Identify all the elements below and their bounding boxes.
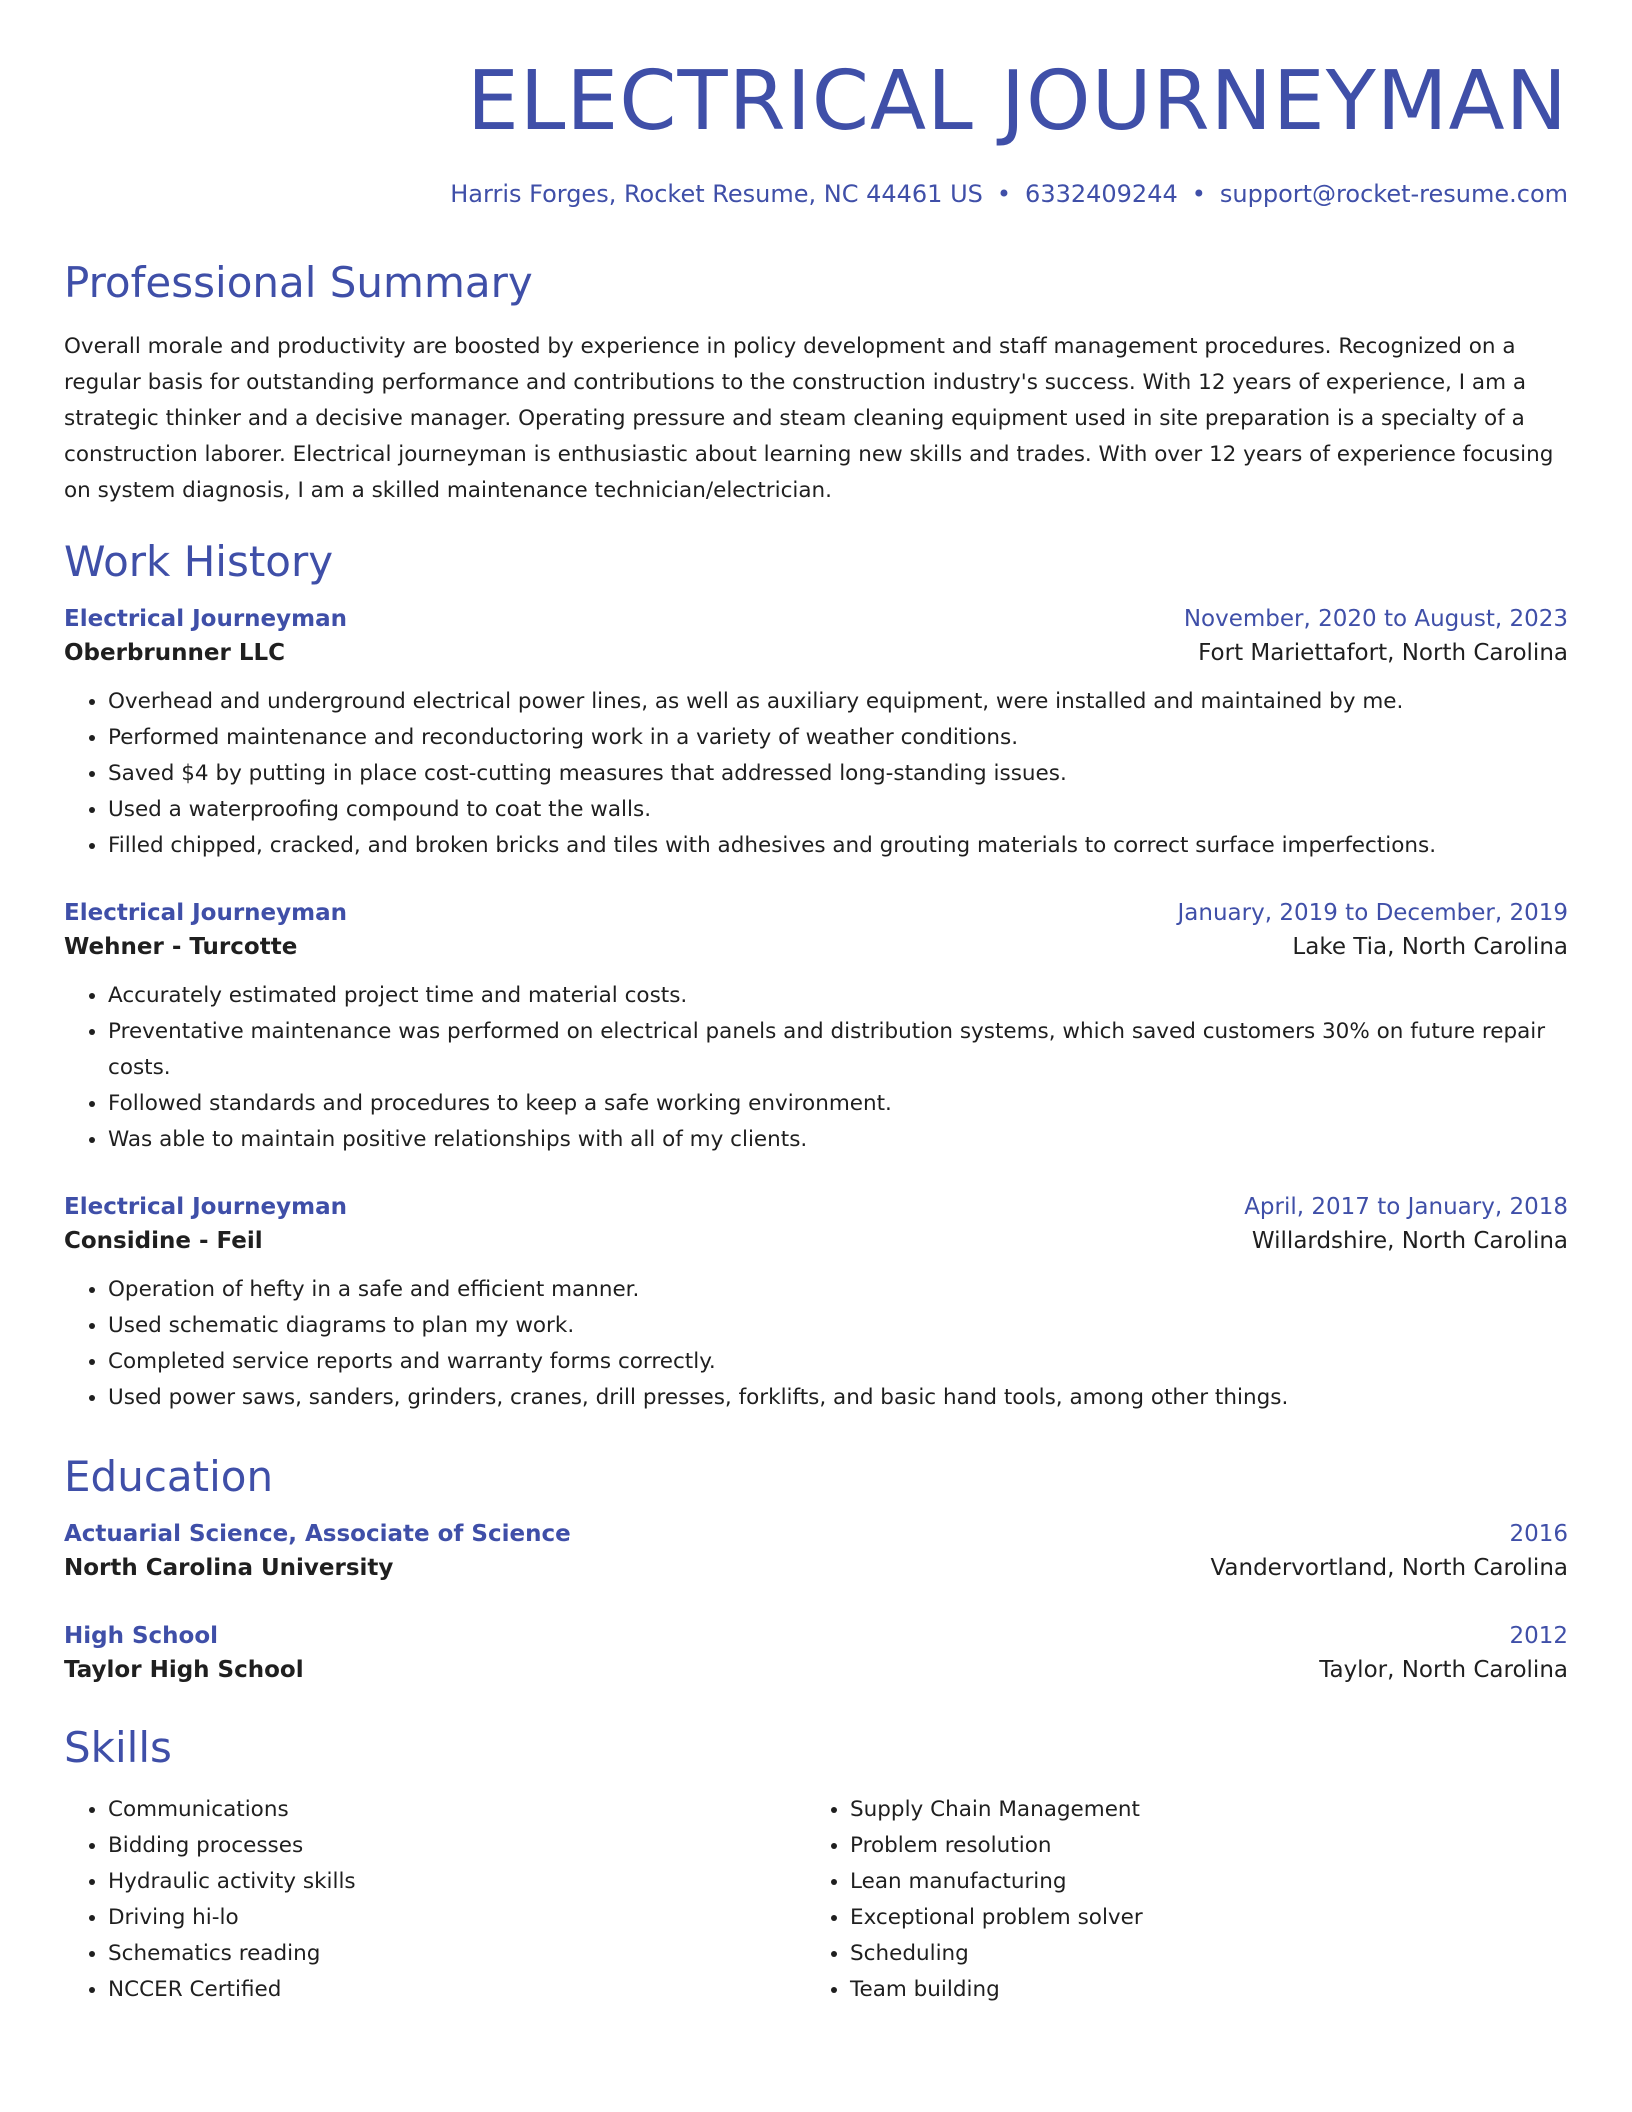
- job-location: Fort Mariettafort, North Carolina: [1198, 640, 1568, 666]
- job-bullet: • Preventative maintenance was performed on electrical panels and distribution systems, which saved customers 30% on future repair costs.: [108, 1014, 1568, 1086]
- contact-email[interactable]: support@rocket-resume.com: [1219, 180, 1568, 208]
- job-title: Electrical Journeyman: [64, 900, 347, 926]
- skill-item: • Team building: [850, 1972, 1548, 2008]
- contact-line: [64, 180, 1568, 208]
- education-degree: High School: [64, 1623, 219, 1649]
- work-history-heading: Work History: [64, 537, 334, 586]
- job-dates: November, 2020 to August, 2023: [1183, 606, 1568, 632]
- education-year: 2012: [1509, 1623, 1568, 1649]
- job-bullet: • Was able to maintain positive relationships with all of my clients.: [108, 1122, 1568, 1158]
- job-bullets: [64, 978, 1568, 1158]
- job-bullet: • Used power saws, sanders, grinders, cranes, drill presses, forklifts, and basic hand tools, among other things.: [108, 1380, 1568, 1416]
- resume-name: ELECTRICAL JOURNEYMAN: [466, 54, 1568, 149]
- job-bullet: • Followed standards and procedures to keep a safe working environment.: [108, 1086, 1568, 1122]
- resume-header: [64, 0, 1568, 208]
- summary-heading: Professional Summary: [64, 258, 533, 307]
- job-employer: Considine - Feil: [64, 1228, 263, 1254]
- job-bullet: • Completed service reports and warranty forms correctly.: [108, 1344, 1568, 1380]
- skill-item: • Lean manufacturing: [850, 1864, 1548, 1900]
- job-bullet: • Operation of hefty in a safe and efficient manner.: [108, 1272, 1568, 1308]
- job-entry: [64, 900, 1568, 1158]
- skill-item: • Scheduling: [850, 1936, 1548, 1972]
- skills-section: [64, 1723, 1568, 2008]
- job-location: Lake Tia, North Carolina: [1292, 934, 1568, 960]
- job-title: Electrical Journeyman: [64, 1194, 347, 1220]
- job-bullet: • Saved $4 by putting in place cost-cutting measures that addressed long-standing issues.: [108, 756, 1568, 792]
- job-bullet: • Performed maintenance and reconductoring work in a variety of weather conditions.: [108, 720, 1568, 756]
- job-location: Willardshire, North Carolina: [1251, 1228, 1568, 1254]
- skills-columns: [64, 1792, 1568, 2008]
- education-heading: Education: [64, 1452, 274, 1501]
- job-bullet: • Accurately estimated project time and material costs.: [108, 978, 1568, 1014]
- skill-item: • Schematics reading: [108, 1936, 806, 1972]
- education-school: North Carolina University: [64, 1555, 394, 1581]
- education-section: [64, 1452, 1568, 1683]
- skills-list-left: [64, 1792, 806, 2008]
- job-bullet: • Used schematic diagrams to plan my work.: [108, 1308, 1568, 1344]
- education-year: 2016: [1509, 1521, 1568, 1547]
- education-school: Taylor High School: [64, 1657, 304, 1683]
- summary-text: Overall morale and productivity are boosted by experience in policy development and staff management procedures. Recognized on a regular basis for outstanding performance and contributions to the construction industry's success. With 12 years of experience, I am a strategic thinker and a decisive manager. Operating pressure and steam cleaning equipment used in site preparation is a specialty of a construction laborer. Electrical journeyman is enthusiastic about learning new skills and trades. With over 12 years of experience focusing on system diagnosis, I am a skilled maintenance technician/electrician.: [64, 334, 1554, 503]
- contact-separator: •: [1191, 180, 1206, 208]
- summary-section: [64, 258, 1568, 509]
- skill-item: • Exceptional problem solver: [850, 1900, 1548, 1936]
- skills-heading: Skills: [64, 1723, 172, 1772]
- education-entry: [64, 1623, 1568, 1683]
- job-entry: [64, 606, 1568, 864]
- contact-separator: •: [996, 180, 1012, 208]
- skill-item: • Hydraulic activity skills: [108, 1864, 806, 1900]
- skill-item: • Problem resolution: [850, 1828, 1548, 1864]
- skill-item: • Driving hi-lo: [108, 1900, 806, 1936]
- education-location: Vandervortland, North Carolina: [1210, 1555, 1568, 1581]
- skill-item: • Communications: [108, 1792, 806, 1828]
- job-employer: Wehner - Turcotte: [64, 934, 298, 960]
- job-entry: [64, 1194, 1568, 1416]
- job-bullet: • Filled chipped, cracked, and broken bricks and tiles with adhesives and grouting materials to correct surface imperfections.: [108, 828, 1568, 864]
- job-bullets: [64, 1272, 1568, 1416]
- skill-item: • Bidding processes: [108, 1828, 806, 1864]
- job-title: Electrical Journeyman: [64, 606, 347, 632]
- job-dates: January, 2019 to December, 2019: [1177, 900, 1568, 926]
- contact-address: Harris Forges, Rocket Resume, NC 44461 US: [450, 180, 983, 208]
- job-bullet: • Used a waterproofing compound to coat the walls.: [108, 792, 1568, 828]
- job-employer: Oberbrunner LLC: [64, 640, 286, 666]
- job-dates: April, 2017 to January, 2018: [1244, 1194, 1568, 1220]
- contact-phone: 6332409244: [1025, 180, 1178, 208]
- work-history-section: [64, 537, 1568, 1416]
- education-degree: Actuarial Science, Associate of Science: [64, 1521, 571, 1547]
- skills-list-right: [806, 1792, 1548, 2008]
- skill-item: • Supply Chain Management: [850, 1792, 1548, 1828]
- education-entry: [64, 1521, 1568, 1581]
- education-location: Taylor, North Carolina: [1319, 1657, 1568, 1683]
- skill-item: • NCCER Certified: [108, 1972, 806, 2008]
- job-bullet: • Overhead and underground electrical power lines, as well as auxiliary equipment, were installed and maintained by me.: [108, 684, 1568, 720]
- job-bullets: [64, 684, 1568, 864]
